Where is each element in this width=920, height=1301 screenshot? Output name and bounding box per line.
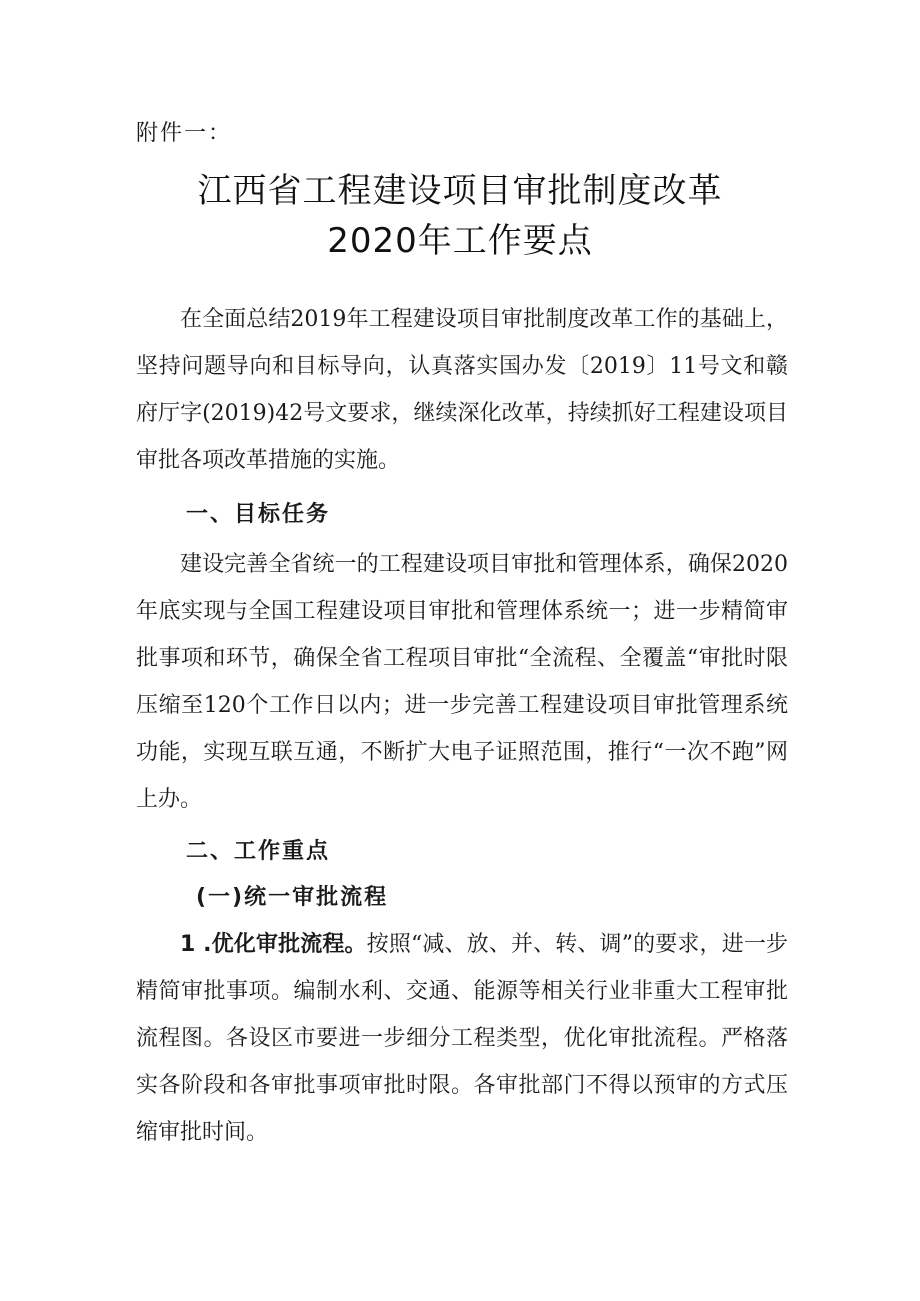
item-1-text: 按照“减、放、并、转、调”的要求，进一步精简审批事项。编制水利、交通、能源等相关行业非重大工程审批流程图。各设区市要进一步细分工程类型，优化审批流程。严格落实各阶段和各审批事项审批时限。各审批部门不得以预审的方式压缩审批时间。 bbox=[136, 932, 788, 1145]
item-1-lead: 1 .优化审批流程。 bbox=[180, 932, 367, 957]
subsection-heading-unified-process: (一)统一审批流程 bbox=[196, 885, 389, 910]
document-title-line-2: 2020年工作要点 bbox=[327, 221, 593, 261]
goals-paragraph: 建设完善全省统一的工程建设项目审批和管理体系，确保2020年底实现与全国工程建设项目审批和管理体系统一；进一步精简审批事项和环节，确保全省工程项目审批“全流程、全覆盖“审批时限压缩至120个工作日以内；进一步完善工程建设项目审批管理系统功能，实现互联互通，不断扩大电子证照范围，推行“一次不跑”网上办。 bbox=[136, 552, 788, 812]
section-heading-goals: 一、目标任务 bbox=[186, 502, 331, 527]
item-1-paragraph bbox=[136, 921, 788, 1156]
document-title-line-1: 江西省工程建设项目审批制度改革 bbox=[197, 171, 723, 211]
section-heading-key-work: 二、工作重点 bbox=[186, 839, 331, 864]
attachment-label: 附件一： bbox=[136, 121, 233, 146]
intro-paragraph: 在全面总结2019年工程建设项目审批制度改革工作的基础上，坚持问题导向和目标导向，认真落实国办发〔2019〕11号文和赣府厅字(2019)42号文要求，继续深化改革，持续抓好工程建设项目审批各项改革措施的实施。 bbox=[136, 307, 788, 473]
